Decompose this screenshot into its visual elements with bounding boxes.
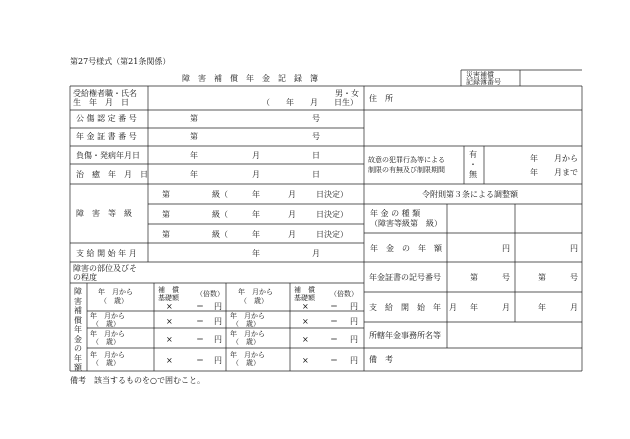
header-yen-2: 円 (350, 302, 358, 311)
crime-from: 年 月から (530, 154, 578, 163)
footer-note: 備考 該当するものを○で囲むこと。 (70, 376, 205, 385)
birthdate-label: 生 年 月 日 (73, 98, 129, 107)
header-eq-2: ＝ (330, 302, 338, 311)
body-part-label-2: の程度 (73, 273, 97, 282)
grade-row-1-year: 年 (252, 190, 260, 199)
row4-yen-2: 円 (350, 356, 358, 365)
annual-amount-yen-1: 円 (502, 244, 510, 253)
amount-header-basic2-1: 基礎額 (158, 294, 179, 302)
pay-start-year: 年 (252, 249, 260, 258)
row4-from-2: 年 月から (230, 351, 265, 359)
right-pay-start-month-1: 月 (502, 303, 510, 312)
pay-start-label: 支 給 開 始 年 月 (76, 249, 137, 258)
cure-day: 日 (312, 170, 320, 179)
cert-book-dai: 第 (190, 132, 198, 141)
right-pay-start-year-2: 年 (538, 303, 546, 312)
disaster-no-label-2: 記録簿番号 (466, 78, 501, 86)
pension-type-label-2: （障害等級第 級） (370, 219, 442, 228)
disability-grade-label: 障 害 等 級 (76, 209, 132, 218)
amount-header-age-1: （ 歳） (100, 297, 128, 305)
amount-header-from-1: 年 月から (98, 288, 133, 296)
row4-eq-2: ＝ (330, 356, 338, 365)
cert-no-dai: 第 (190, 114, 198, 123)
grade-row-2-month: 月 (288, 210, 296, 219)
cert-symbol-go-1: 号 (502, 273, 510, 282)
row4-x-1: × (166, 356, 173, 365)
grade-row-1-month: 月 (288, 190, 296, 199)
right-pay-start-year-1: 年 (470, 303, 478, 312)
row2-age-1: （ 歳） (92, 320, 120, 328)
row2-eq-2: ＝ (330, 317, 338, 326)
grade-row-2-dai: 第 (162, 210, 170, 219)
cert-symbol-dai-2: 第 (538, 273, 546, 282)
annual-amount-yen-2: 円 (570, 244, 578, 253)
cure-year: 年 (190, 170, 198, 179)
form-number: 第27号様式（第21条関係） (70, 57, 171, 66)
row3-eq-2: ＝ (330, 335, 338, 344)
grade-row-1-decided: 日決定） (316, 190, 348, 199)
grade-row-2-kyu: 級（ (212, 210, 228, 219)
row3-from-1: 年 月から (90, 330, 125, 338)
amount-header-times-1: （倍数） (196, 290, 224, 298)
amount-header-basic2-2: 基礎額 (294, 294, 315, 302)
row2-yen-2: 円 (350, 317, 358, 326)
amount-header-from-2: 年 月から (238, 288, 273, 296)
row2-x-1: × (166, 317, 173, 326)
pension-type-label: 年 金 の 種 類 (370, 209, 421, 218)
row4-yen-1: 円 (214, 356, 222, 365)
amount-header-basic1-1: 補 償 (158, 286, 179, 294)
page-title: 障 害 補 償 年 金 記 録 簿 (182, 74, 318, 83)
office-label: 所轄年金事務所名等 (369, 331, 441, 340)
recipient-label: 受給権者職・氏名 (73, 89, 137, 98)
pay-start-month: 月 (312, 249, 320, 258)
amount-header-basic1-2: 補 償 (294, 286, 315, 294)
cert-book-label: 年 金 証 書 番 号 (76, 132, 137, 141)
header-x-2: × (302, 302, 309, 311)
crime-until: 年 月まで (530, 168, 578, 177)
row4-eq-1: ＝ (196, 356, 204, 365)
gender-options: 男・女 (335, 89, 359, 98)
header-eq-1: ＝ (196, 302, 204, 311)
cert-no-go: 号 (312, 114, 320, 123)
row2-from-1: 年 月から (90, 312, 125, 320)
row3-yen-1: 円 (214, 335, 222, 344)
cert-symbol-label: 年金証書の記号番号 (369, 273, 441, 282)
row2-x-2: × (302, 317, 309, 326)
row3-from-2: 年 月から (230, 330, 265, 338)
crime-dot: ・ (469, 160, 477, 169)
row3-eq-1: ＝ (196, 335, 204, 344)
grade-row-1-kyu: 級（ (212, 190, 228, 199)
grade-row-2-year: 年 (252, 210, 260, 219)
disaster-no-label: 災害補償 (466, 71, 494, 79)
header-yen-1: 円 (214, 302, 222, 311)
grade-row-3-kyu: 級（ (212, 230, 228, 239)
row3-yen-2: 円 (350, 335, 358, 344)
row4-from-1: 年 月から (90, 351, 125, 359)
row2-from-2: 年 月から (230, 312, 265, 320)
grade-row-3-dai: 第 (162, 230, 170, 239)
injury-year: 年 (190, 151, 198, 160)
grade-row-1-dai: 第 (162, 190, 170, 199)
birth-date-value: （ 年 月 日生） (262, 98, 358, 107)
grade-row-3-month: 月 (288, 230, 296, 239)
grade-row-2-decided: 日決定） (316, 210, 348, 219)
row4-x-2: × (302, 356, 309, 365)
row4-age-1: （ 歳） (92, 359, 120, 367)
amount-header-times-2: （倍数） (330, 290, 358, 298)
grade-row-3-decided: 日決定） (316, 230, 348, 239)
cure-month: 月 (252, 170, 260, 179)
cert-book-go: 号 (312, 132, 320, 141)
cure-date-label: 治 癒 年 月 日 (76, 170, 148, 179)
note-label: 備 考 (369, 355, 393, 364)
address-label: 住 所 (369, 94, 393, 103)
body-part-label: 障害の部位及びそ (73, 264, 137, 273)
crime-label: 故意の犯罪行為等による (368, 156, 445, 164)
row3-x-2: × (302, 335, 309, 344)
amount-header-age-2: （ 歳） (240, 297, 268, 305)
crime-yes: 有 (469, 150, 477, 159)
cert-symbol-go-2: 号 (570, 273, 578, 282)
header-x-1: × (166, 302, 173, 311)
row4-age-2: （ 歳） (232, 359, 260, 367)
adjust-title: 令附則第３条による調整額 (422, 190, 518, 199)
injury-day: 日 (312, 151, 320, 160)
row3-age-2: （ 歳） (232, 338, 260, 346)
cert-no-label: 公 傷 認 定 番 号 (76, 114, 137, 123)
row2-eq-1: ＝ (196, 317, 204, 326)
crime-label-2: 制限の有無及び制限期間 (368, 166, 445, 174)
cert-symbol-dai-1: 第 (470, 273, 478, 282)
pension-amount-label: 障害補償年金の年額 (74, 287, 82, 372)
row2-yen-1: 円 (214, 317, 222, 326)
row3-age-1: （ 歳） (92, 338, 120, 346)
crime-no: 無 (469, 170, 477, 179)
right-pay-start-month-2: 月 (570, 303, 578, 312)
injury-date-label: 負傷・発病年月日 (76, 151, 140, 160)
grade-row-3-year: 年 (252, 230, 260, 239)
injury-month: 月 (252, 151, 260, 160)
row2-age-2: （ 歳） (232, 320, 260, 328)
annual-amount-label: 年 金 の 年 額 (370, 244, 442, 253)
row3-x-1: × (166, 335, 173, 344)
right-pay-start-label: 支 給 開 始 年 月 (369, 303, 457, 312)
